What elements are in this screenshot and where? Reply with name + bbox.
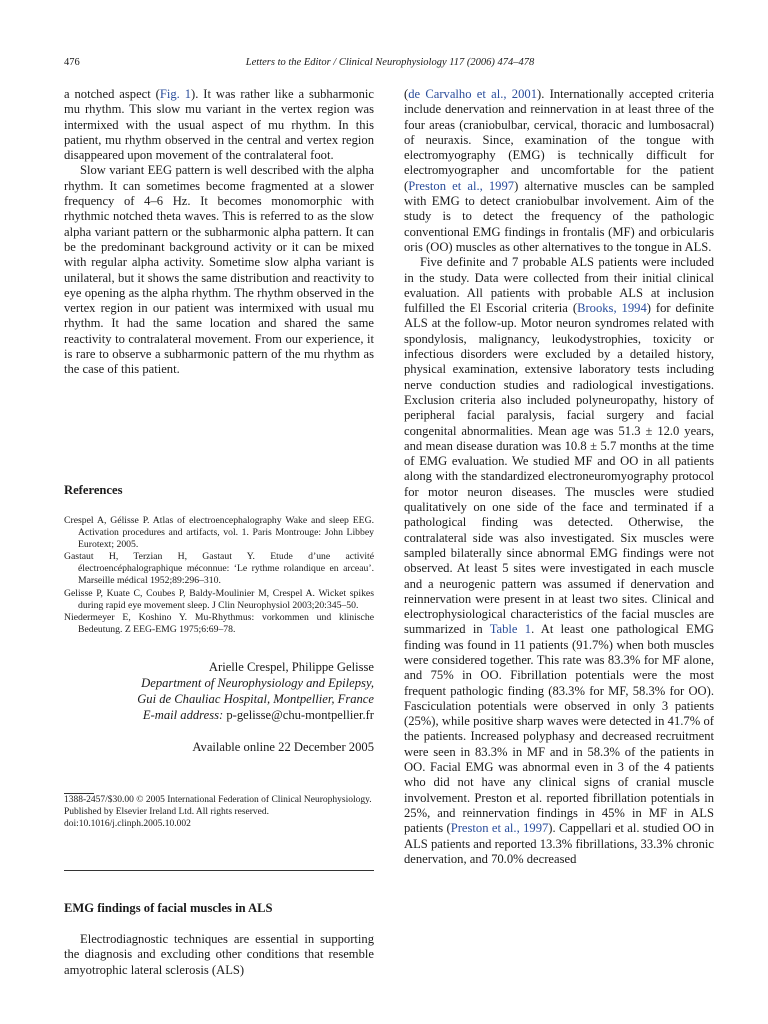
page-number: 476 [64, 57, 80, 68]
citation-link[interactable]: Preston et al., 1997 [408, 178, 515, 193]
author-email: E-mail address: p-gelisse@chu-montpellier.fr [142, 707, 374, 722]
copyright-footnote: 1388-2457/$30.00 © 2005 International Federation of Clinical Neurophysiology. Published by Elsevier Ireland Ltd. All rights reserved. doi:10.1016/j.clinph.2005.10.002 [64, 794, 372, 829]
available-online-date: Available online 22 December 2005 [192, 739, 374, 754]
running-header [64, 57, 716, 73]
reference-item: Gastaut H, Terzian H, Gastaut Y. Etude d’une activité électroencéphalographique méconnue: ‘Le rythme rolandique en arceau’. Marseille médical 1952;89:296–310. [64, 551, 374, 587]
article-separator [64, 870, 374, 871]
paragraph-methods-results: Five definite and 7 probable ALS patients were included in the study. Data were collected from their initial clinical evaluation. All patients with probable ALS at inclusion fulfilled the El Escorial criteria (Brooks, 1994) for definite ALS at the follow-up. Motor neuron syndromes related with spondylosis, malignancy, leukodystrophies, toxicity or infectious disorders were excluded by a detailed history, physical examination, extensive laboratory tests including nerve conduction studies and radiological investigations. Exclusion criteria also included polyneuropathy, history of peripheral facial paralysis, facial surgery and facial congenital abnormalities. Mean age was 51.3 ± 12.0 years, and mean disease duration was 10.8 ± 5.7 months at the time of EMG evaluation. We studied MF and OO in all patients along with the standardized electroneuromyography protocol for motor neuron diseases. The muscles were studied qualitatively on one side of the face and terminated if a pathological finding was detected. Otherwise, the contralateral side was also investigated. Six muscles were sampled bilaterally since abnormal EMG findings were not observed. At least 5 sites were investigated in each muscle and a neurogenic pattern was assumed if denervation and reinnervation were present in at least two sites. Clinical and electrophysiological characteristics of the facial muscles are summarized in Table 1. At least one pathological EMG finding was found in 11 patients (91.7%) when both muscles were considered together. This rate was 83.3% for MF alone, and 75% in OO. Fibrillation potentials were the most frequent pathologic finding (83.3% for MF, 58.3% for OO). Fasciculation potentials were observed in only 3 patients (25%), while positive sharp waves were detected in 41.7% of the patients. Increased polyphasy and decreased recruitment were seen in 83.3% in MF and in 58.3% of the patients in OO. Facial EMG was abnormal even in 3 of the 4 patients who did not have any clinical signs of cranial muscle involvement. Preston et al. reported fibrillation potentials in 25%, and reinnervation findings in 45% in MF in ALS patients (Preston et al., 1997). Cappellari et al. studied OO in ALS patients and reported 13.3% fibrillations, 33.3% chronic denervation, and 70.0% decreased [404, 255, 715, 866]
figure-link[interactable]: Fig. 1 [159, 87, 192, 101]
reference-item: Crespel A, Gélisse P. Atlas of electroencephalography Wake and sleep EEG. Activation procedures and artifacts, vol. 1. Paris Montrouge: John Libbey Eurotext; 2005. [64, 514, 374, 551]
citation-link[interactable]: Preston et al., 1997 [450, 821, 549, 836]
reference-item: Gelisse P, Kuate C, Coubes P, Baldy-Moulinier M, Crespel A. Wicket spikes during rapid eye movement sleep. J Clin Neurophysiol 2003;20:345–50. [64, 587, 374, 611]
journal-citation: Letters to the Editor / Clinical Neurophysiology 117 (2006) 474–478 [245, 57, 535, 68]
author-department: Department of Neurophysiology and Epilepsy, [141, 675, 374, 690]
email-link[interactable]: p-gelisse@chu-montpellier.fr [226, 707, 374, 722]
right-column [404, 87, 714, 867]
author-signature [64, 659, 374, 755]
paragraph-criteria: (de Carvalho et al., 2001). Internationally accepted criteria include denervation and reinnervation in at least three of the four areas (craniobulbar, cervical, thoracic and lumbosacral) of neuraxis. Since, examination of the tongue with electromyography (EMG) is technically difficult for electromyographer and uncomfortable for the patient (Preston et al., 1997) alternative muscles can be sampled with EMG to detect craniobulbar involvement. Aim of the study is to detect the frequency of the pathologic conventional EMG findings in frontalis (MF) and orbicularis oris (OO) muscles as other alternatives to the tongue in ALS. [404, 87, 714, 254]
left-column [64, 87, 374, 978]
paragraph-emg-intro: Electrodiagnostic techniques are essential in supporting the diagnosis and excluding other conditions that resemble amyotrophic lateral sclerosis (ALS) [64, 932, 374, 977]
reference-item: Niedermeyer E, Koshino Y. Mu-Rhythmus: vorkommen und klinische Bedeutung. Z EEG-EMG 1975;6:69–78. [64, 611, 374, 635]
author-names: Arielle Crespel, Philippe Gelisse [208, 659, 374, 674]
references-heading: References [64, 482, 123, 497]
citation-link[interactable]: Brooks, 1994 [577, 301, 647, 316]
paragraph-mu-rhythm: a notched aspect (Fig. 1). It was rather like a subharmonic mu rhythm. This slow mu variant in the vertex region was intermixed with the usual aspect of mu rhythm. In this patient, mu rhythm observed in the central and vertex region disappeared upon movement of the contralateral foot. [64, 87, 374, 163]
reference-list [64, 515, 374, 636]
citation-link[interactable]: de Carvalho et al., 2001 [408, 87, 537, 101]
table-link[interactable]: Table 1 [489, 622, 532, 637]
article-title: EMG findings of facial muscles in ALS [64, 900, 273, 915]
author-hospital: Gui de Chauliac Hospital, Montpellier, France [137, 691, 374, 706]
paragraph-slow-variant: Slow variant EEG pattern is well described with the alpha rhythm. It can sometimes become fragmented at a slower frequency of 4–6 Hz. It becomes monomorphic with rhythmic notched theta waves. This is referred to as the slow alpha variant pattern or the subharmonic alpha pattern. It can be the predominant background activity or it can be mixed with regular alpha activity. Sometime slow alpha variant is unilateral, but it shows the same distribution and reactivity to eye opening as the alpha rhythm. The rhythm observed in the vertex region in our patient was intermixed with usual mu rhythm. It had the same location and shared the same reactivity to contralateral movement. From our experience, it is rare to observe a subharmonic pattern of the mu rhythm as the case of this patient. [64, 163, 374, 377]
